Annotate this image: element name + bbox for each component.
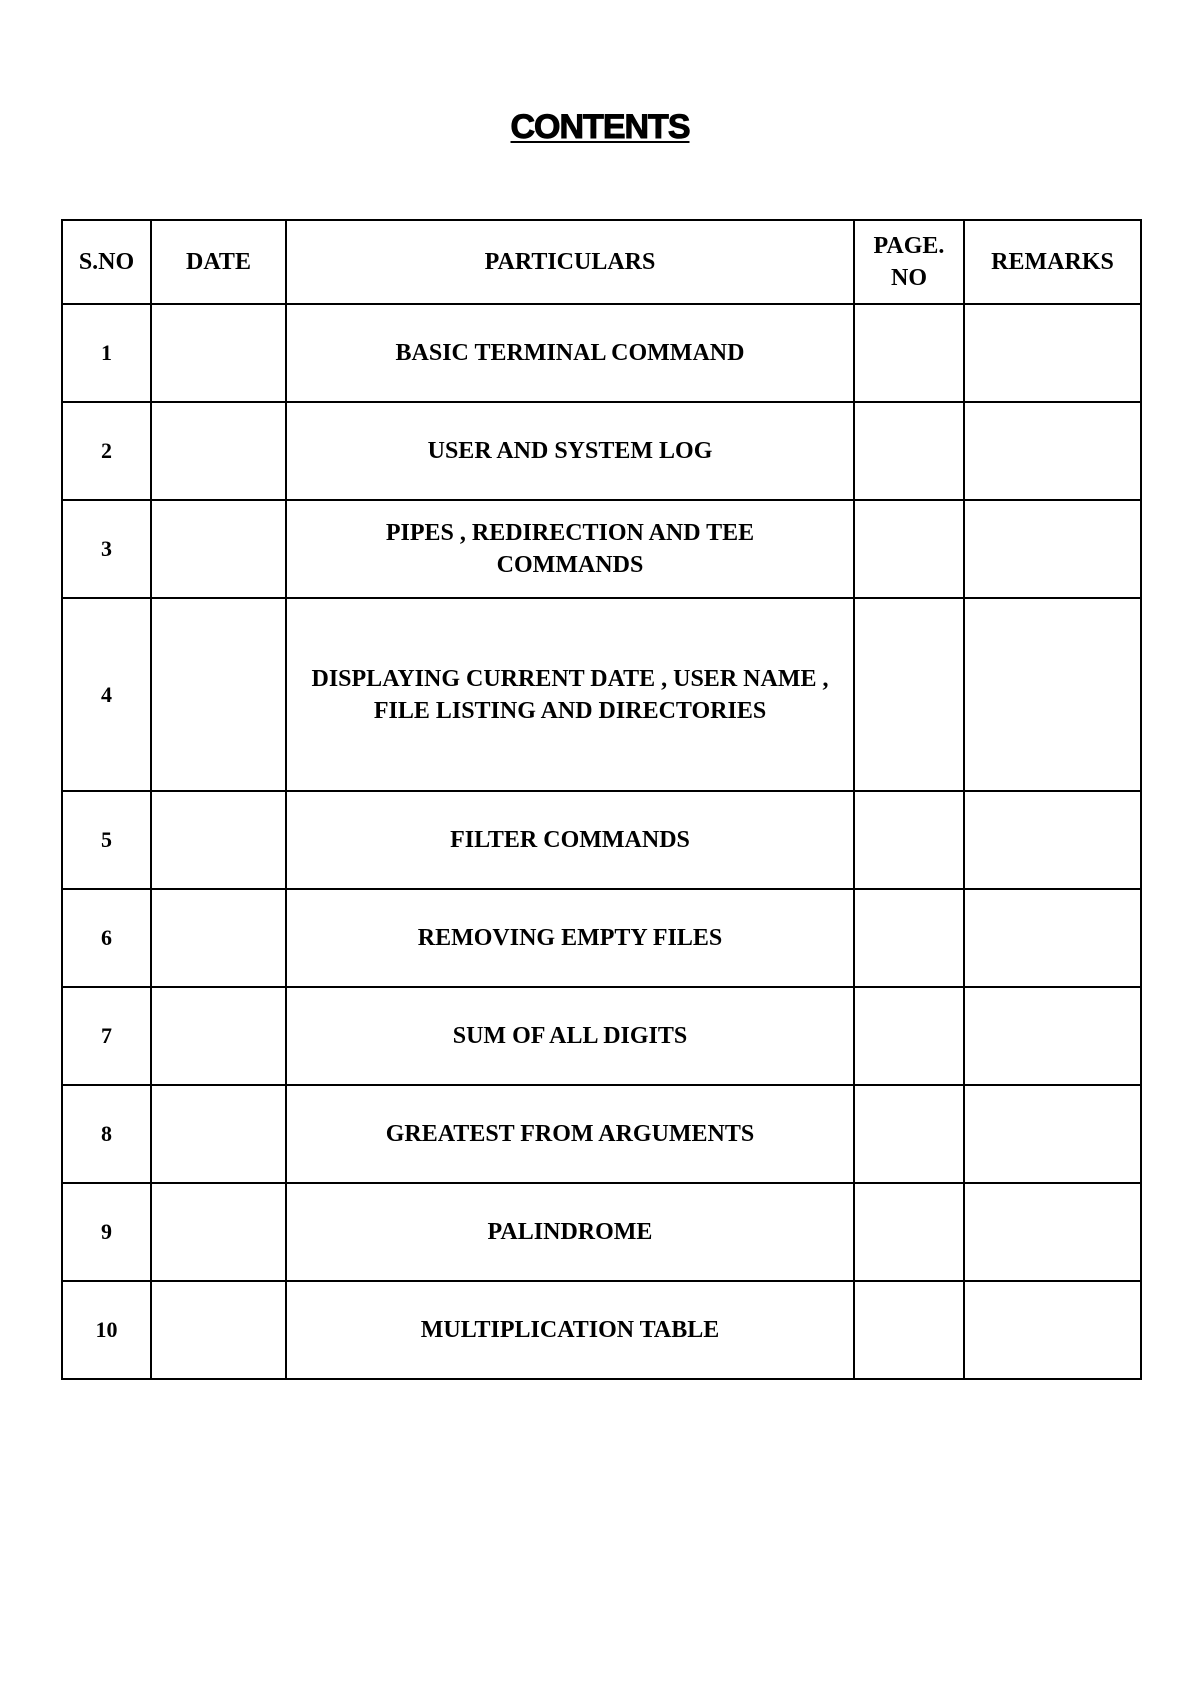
cell-particulars: DISPLAYING CURRENT DATE , USER NAME , FILE LISTING AND DIRECTORIES [286,598,854,791]
cell-particulars: USER AND SYSTEM LOG [286,402,854,500]
cell-remarks [964,791,1141,889]
table-row [62,987,1141,1085]
header-remarks: REMARKS [964,220,1141,304]
cell-sno: 5 [62,791,151,889]
cell-particulars: PIPES , REDIRECTION AND TEE COMMANDS [286,500,854,598]
header-row [62,220,1141,304]
header-page-no: PAGE. NO [854,220,964,304]
cell-page-no [854,1281,964,1379]
cell-page-no [854,402,964,500]
table-row [62,889,1141,987]
page-title: CONTENTS [510,108,690,146]
cell-remarks [964,1085,1141,1183]
cell-date [151,1183,286,1281]
cell-remarks [964,402,1141,500]
header-particulars: PARTICULARS [286,220,854,304]
cell-sno: 8 [62,1085,151,1183]
cell-particulars: REMOVING EMPTY FILES [286,889,854,987]
cell-particulars: MULTIPLICATION TABLE [286,1281,854,1379]
table-row [62,1281,1141,1379]
cell-sno: 10 [62,1281,151,1379]
cell-date [151,598,286,791]
cell-remarks [964,1183,1141,1281]
cell-date [151,987,286,1085]
cell-page-no [854,304,964,402]
cell-page-no [854,791,964,889]
cell-particulars: GREATEST FROM ARGUMENTS [286,1085,854,1183]
cell-remarks [964,598,1141,791]
cell-particulars: BASIC TERMINAL COMMAND [286,304,854,402]
cell-sno: 9 [62,1183,151,1281]
cell-sno: 7 [62,987,151,1085]
cell-remarks [964,1281,1141,1379]
table-row [62,598,1141,791]
table-row [62,791,1141,889]
cell-page-no [854,1085,964,1183]
contents-table [61,219,1142,1380]
cell-sno: 4 [62,598,151,791]
header-sno: S.NO [62,220,151,304]
cell-sno: 6 [62,889,151,987]
cell-date [151,500,286,598]
cell-remarks [964,500,1141,598]
cell-sno: 1 [62,304,151,402]
table-row [62,402,1141,500]
cell-date [151,402,286,500]
cell-date [151,1085,286,1183]
cell-particulars: SUM OF ALL DIGITS [286,987,854,1085]
cell-page-no [854,500,964,598]
table-row [62,304,1141,402]
cell-particulars: PALINDROME [286,1183,854,1281]
cell-particulars: FILTER COMMANDS [286,791,854,889]
cell-page-no [854,987,964,1085]
cell-remarks [964,889,1141,987]
cell-sno: 2 [62,402,151,500]
cell-remarks [964,304,1141,402]
cell-page-no [854,1183,964,1281]
cell-date [151,889,286,987]
cell-remarks [964,987,1141,1085]
table-row [62,500,1141,598]
cell-date [151,304,286,402]
cell-page-no [854,889,964,987]
header-date: DATE [151,220,286,304]
cell-page-no [854,598,964,791]
cell-sno: 3 [62,500,151,598]
table-row [62,1183,1141,1281]
cell-date [151,791,286,889]
cell-date [151,1281,286,1379]
table-row [62,1085,1141,1183]
